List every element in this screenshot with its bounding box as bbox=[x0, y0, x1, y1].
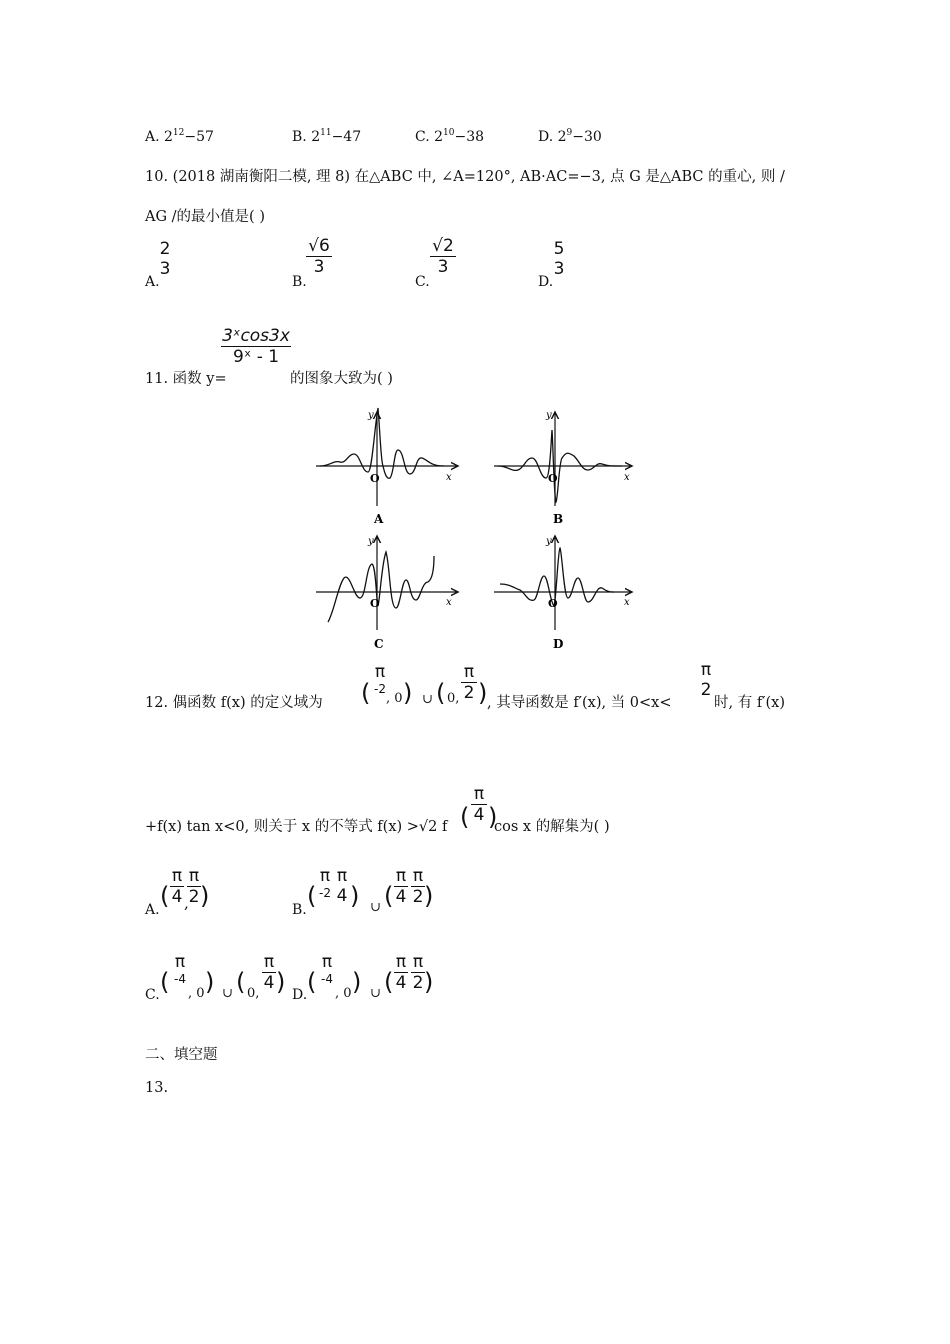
q10-option-d-fraction: 5 3 bbox=[553, 239, 565, 279]
q12-option-b-label: B. bbox=[292, 902, 307, 918]
q12-option-c-union: ∪ bbox=[222, 986, 233, 1001]
q10-option-a-fraction: 2 3 bbox=[159, 239, 171, 279]
q12-option-d-open: ( bbox=[307, 968, 317, 996]
q12-stem-part2: , 其导函数是 f′(x), 当 0<x< bbox=[487, 695, 672, 711]
graph-a-curve bbox=[320, 408, 444, 478]
q12-option-a-close: ) bbox=[200, 882, 210, 910]
graph-a-caption: A bbox=[374, 512, 384, 526]
q9-option-b: B. $2^{11}-47$ bbox=[292, 128, 362, 145]
q12-arg-right-paren: ) bbox=[488, 803, 498, 831]
q12-domain-right-paren: ( bbox=[436, 679, 446, 707]
q12-domain-left-zero: , 0 bbox=[386, 691, 403, 706]
q12-option-d-frac1: π -4 bbox=[321, 952, 333, 986]
q11-function-fraction: $\frac{\text{3ˣcos3x}}{\text{9ˣ - 1}}$ bbox=[222, 326, 290, 367]
graph-c-y-label: y bbox=[368, 536, 374, 547]
q12-option-a-frac2: $\frac{\pi}{2}$ bbox=[188, 866, 200, 907]
q10-option-b-label: B. bbox=[292, 274, 307, 290]
q11-stem-suffix: 的图象大致为( ) bbox=[290, 371, 393, 387]
q13-number: 13. bbox=[145, 1080, 169, 1096]
graph-c-curve bbox=[328, 552, 434, 622]
q12-domain-right-fraction: $\frac{\pi}{2}$ bbox=[461, 662, 477, 703]
q12-option-d-union: ∪ bbox=[370, 986, 381, 1001]
graph-d-origin-label: O bbox=[548, 597, 558, 610]
q12-arg-fraction: $\frac{\pi}{4}$ bbox=[471, 784, 487, 825]
q12-option-d-zero: , 0 bbox=[335, 986, 352, 1001]
q12-option-b-frac2: π 4 bbox=[336, 866, 348, 906]
q12-option-c-frac1: π -4 bbox=[174, 952, 186, 986]
q9-option-c: C. $2^{10}-38$ bbox=[415, 128, 485, 145]
q12-stem-part3: 时, 有 f′(x) bbox=[714, 695, 785, 711]
graph-b-origin-label: O bbox=[548, 472, 558, 485]
graph-b-x-label: x bbox=[624, 472, 630, 483]
q12-option-d-open2: ( bbox=[384, 968, 394, 996]
q12-option-c-zero: , 0 bbox=[188, 986, 205, 1001]
q12-option-b-frac4: $\frac{\pi}{2}$ bbox=[412, 866, 424, 907]
q9-option-d: D. $2^9-30$ bbox=[538, 128, 602, 145]
q12-option-a-frac1: $\frac{\pi}{4}$ bbox=[171, 866, 183, 907]
q12-domain-right-close: ) bbox=[478, 679, 488, 707]
graph-a-y-label: y bbox=[368, 410, 374, 421]
graph-a-origin-label: O bbox=[370, 472, 380, 485]
q10-stem-line2: AG /的最小值是( ) bbox=[145, 209, 265, 225]
graph-d-x-label: x bbox=[624, 597, 630, 608]
q12-option-b-frac3: $\frac{\pi}{4}$ bbox=[395, 866, 407, 907]
q12-bound-fraction: π 2 bbox=[700, 660, 712, 700]
q12-option-d-close: ) bbox=[352, 968, 362, 996]
q10-option-c-label: C. bbox=[415, 274, 430, 290]
graph-c-origin-label: O bbox=[370, 597, 380, 610]
q12-option-c-zero2: 0, bbox=[247, 986, 260, 1001]
q12-option-b-close: ) bbox=[350, 882, 360, 910]
graph-c-caption: C bbox=[374, 637, 384, 651]
graph-a-x-label: x bbox=[446, 472, 452, 483]
q12-domain-left-fraction: π -2 bbox=[374, 662, 386, 696]
graph-d-y-label: y bbox=[546, 536, 552, 547]
q12-option-b-open2: ( bbox=[384, 882, 394, 910]
q12-option-d-frac2: $\frac{\pi}{4}$ bbox=[395, 952, 407, 993]
q12-option-a-comma: , bbox=[184, 894, 189, 912]
q12-domain-right-zero: 0, bbox=[447, 691, 460, 706]
graph-b-caption: B bbox=[553, 512, 564, 526]
q12-option-b-frac1: π -2 bbox=[319, 866, 331, 900]
graph-b-y-label: y bbox=[546, 410, 552, 421]
graph-a bbox=[316, 408, 458, 526]
q12-option-c-open: ( bbox=[160, 968, 170, 996]
q12-domain-left-paren: ( bbox=[361, 679, 371, 707]
q11-graphs-figure bbox=[310, 402, 640, 652]
q12-option-d-label: D. bbox=[292, 987, 308, 1003]
q12-union-1: ∪ bbox=[422, 692, 433, 707]
q12-option-b-close2: ) bbox=[424, 882, 434, 910]
q12-domain-left-close: ) bbox=[403, 679, 413, 707]
q10-option-c-fraction: $\frac{√2}{3}$ bbox=[430, 236, 456, 277]
q12-option-c-frac2: $\frac{\pi}{4}$ bbox=[263, 952, 275, 993]
q10-option-a-label: A. bbox=[145, 274, 160, 290]
q12-option-c-open2: ( bbox=[236, 968, 246, 996]
q12-option-b-open: ( bbox=[307, 882, 317, 910]
q10-option-d-label: D. bbox=[538, 274, 554, 290]
q12-option-a-open: ( bbox=[160, 882, 170, 910]
q10-stem-line1: 10. (2018 湖南衡阳二模, 理 8) 在△ABC 中, ∠A=120°, AB·AC=−3, 点 G 是△ABC 的重心, 则 / bbox=[145, 169, 785, 185]
q12-stem-part4: +f(x) tan x<0, 则关于 x 的不等式 f(x) >√2 f bbox=[145, 819, 448, 835]
q12-option-d-close2: ) bbox=[424, 968, 434, 996]
q12-option-c-label: C. bbox=[145, 987, 160, 1003]
section-heading: 二、填空题 bbox=[145, 1047, 218, 1063]
q12-option-c-close: ) bbox=[205, 968, 215, 996]
q11-stem-prefix: 11. 函数 y= bbox=[145, 371, 227, 387]
q9-option-a: A. $2^{12}-57$ bbox=[145, 128, 214, 145]
q12-option-b-union: ∪ bbox=[370, 900, 381, 915]
q12-stem-part5: cos x 的解集为( ) bbox=[494, 819, 610, 835]
q12-option-a-label: A. bbox=[145, 902, 160, 918]
q12-stem-part1: 12. 偶函数 f(x) 的定义域为 bbox=[145, 695, 323, 711]
graph-c bbox=[316, 536, 458, 651]
q10-option-b-fraction: $\frac{√6}{3}$ bbox=[306, 236, 332, 277]
graph-b bbox=[494, 410, 632, 526]
q12-option-c-close2: ) bbox=[276, 968, 286, 996]
q12-option-d-frac3: $\frac{\pi}{2}$ bbox=[412, 952, 424, 993]
graph-d-caption: D bbox=[553, 637, 564, 651]
graph-d bbox=[494, 536, 632, 651]
graph-c-x-label: x bbox=[446, 597, 452, 608]
q12-arg-left-paren: ( bbox=[460, 803, 470, 831]
